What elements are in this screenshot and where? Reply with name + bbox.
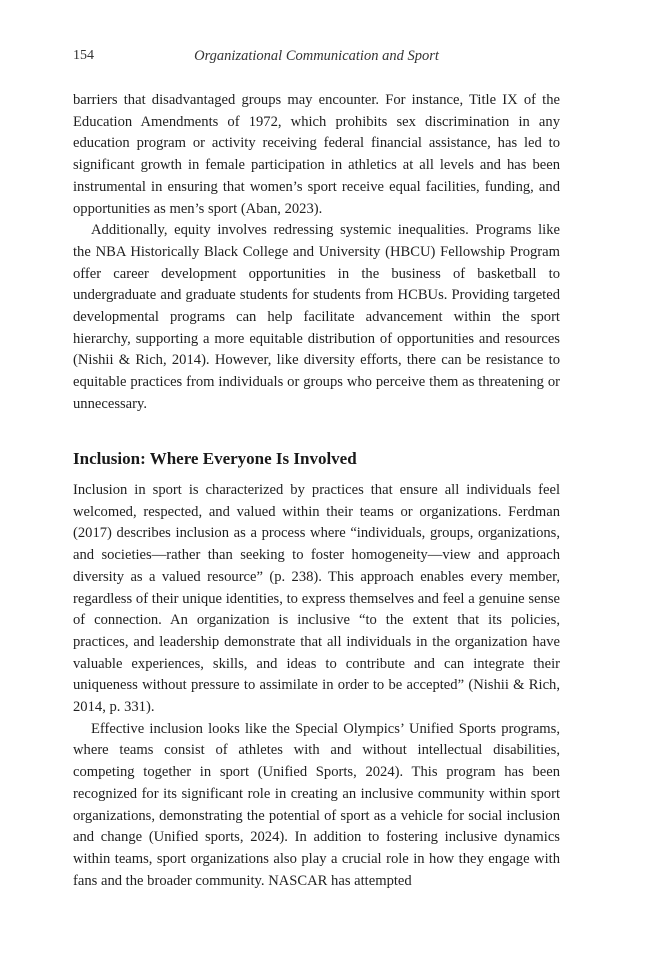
- paragraph-inclusion-example: Effective inclusion looks like the Special Olympics’ Unified Sports programs, where teams consist of athletes with and without intellectual disabilities, competing together in sport (Unified Sports, 2024). This program has been recognized for its significant role in creating an inclusive community within sport organizations, demonstrating the potential of sport as a vehicle for social inclusion and change (Unified sports, 2024). In addition to fostering inclusive dynamics within teams, sport organizations also play a crucial role in how they engage with fans and the broader community. NASCAR has attempted: [73, 720, 560, 889]
- paragraph-continuation: barriers that disadvantaged groups may encounter. For instance, Title IX of the Education Amendments of 1972, which prohibits sex discrimination in any education program or activity receiving federal financial assistance, has led to significant growth in female participation in athletics at all levels and has been instrumental in ensuring that women’s sport receive equal facilities, funding, and opportunities as men’s sport (Aban, 2023).: [73, 92, 560, 217]
- book-title: Organizational Communication and Sport: [194, 48, 439, 64]
- section-heading: Inclusion: Where Everyone Is Involved: [73, 449, 357, 468]
- page-number: 154: [73, 48, 94, 63]
- paragraph-equity: Additionally, equity involves redressing systemic inequalities. Programs like the NBA Historically Black College and University (HBCU) Fellowship Program offer career development opportunities in the business of basketball to undergraduate and graduate students for students from HCBUs. Providing targeted developmental programs can help facilitate advancement within the sport hierarchy, supporting a more equitable distribution of opportunities and resources (Nishii & Rich, 2014). However, like diversity efforts, there can be resistance to equitable practices from individuals or groups who perceive them as threatening or unnecessary.: [73, 222, 560, 412]
- paragraph-inclusion-definition: Inclusion in sport is characterized by practices that ensure all individuals feel welcomed, respected, and valued within their teams or organizations. Ferdman (2017) describes inclusion as a process where “individuals, groups, organizations, and societies—rather than seeking to foster homogeneity—view and approach diversity as a valued resource” (p. 238). This approach enables every member, regardless of their unique identities, to express themselves and feel a genuine sense of connection. An organization is inclusive “to the extent that its policies, practices, and leadership demonstrate that all individuals in the organization have valuable experiences, skills, and ideas to contribute and can integrate their uniqueness without pressure to assimilate in order to be accepted” (Nishii & Rich, 2014, p. 331).: [73, 482, 560, 716]
- body-text-inclusion: [73, 480, 560, 892]
- body-text-top: [73, 90, 560, 416]
- running-head: [73, 46, 560, 66]
